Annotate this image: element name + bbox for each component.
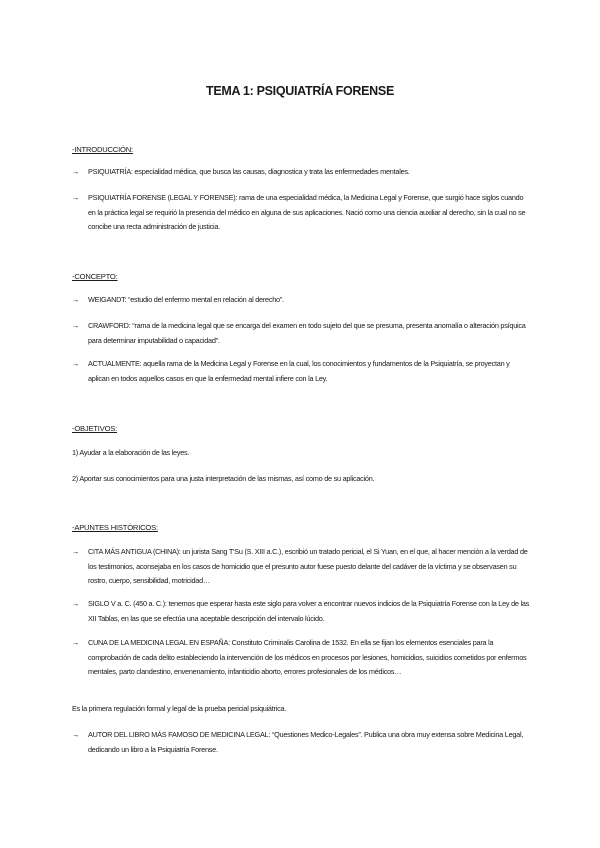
arrow-icon: → [72,167,80,176]
section-heading-objetivos: -OBJETIVOS: [72,424,118,433]
arrow-icon: → [72,599,80,608]
list-item [72,191,532,235]
section-heading-apuntes: -APUNTES HISTÓRICOS: [72,523,158,532]
list-item [72,165,532,180]
section-heading-introduccion: -INTRODUCCIÓN: [72,145,133,154]
objective-item: 2) Aportar sus conocimientos para una justa interpretación de las mismas, así como de su aplicación. [72,474,375,483]
section-heading-concepto: -CONCEPTO: [72,272,118,281]
list-item-text: CRAWFORD: “rama de la medicina legal que se encarga del examen en todo sujeto del que se presuma, presenta anomalía o alteración psíquica para determinar imputabilidad o capacidad”. [88,321,526,345]
page-title: TEMA 1: PSIQUIATRÍA FORENSE [206,84,394,98]
objective-item: 1) Ayudar a la elaboración de las leyes. [72,448,190,457]
list-item-text: CUNA DE LA MEDICINA LEGAL EN ESPAÑA: Constituto Criminalis Carolina de 1532. En ella se fijan los elementos esenciales para la comprobación de cada delito estableciendo la intervención de los médicos en procesos por lesiones, homicidios, suicidios cometidos por enfermos mentales, parto clandestino, envenenamiento, infanticidio aborto, errores profesionales de los médicos… [88,638,527,676]
arrow-icon: → [72,547,80,556]
arrow-icon: → [72,321,80,330]
list-item-text: SIGLO V a. C. (450 a. C.): tenemos que esperar hasta este siglo para volver a encontrar nuevos indicios de la Psiquiatría Forense con la Ley de las XII Tablas, en las que se efectúa una aceptable descripción del intervalo lúcido. [88,599,530,623]
list-item-text: WEIGANDT: “estudio del enfermo mental en relación al derecho”. [88,295,284,304]
list-item [72,357,532,386]
list-item [72,293,532,308]
history-paragraph: Es la primera regulación formal y legal de la prueba pericial psiquiátrica. [72,704,287,713]
list-item-text: AUTOR DEL LIBRO MÁS FAMOSO DE MEDICINA LEGAL: “Questiones Medico-Legales”. Publica una obra muy extensa sobre Medicina Legal, dedicando un libro a la Psiquiatría Forense. [88,730,524,754]
list-item [72,597,532,626]
list-item [72,728,532,757]
list-item [72,545,532,589]
arrow-icon: → [72,730,80,739]
arrow-icon: → [72,295,80,304]
arrow-icon: → [72,638,80,647]
list-item-text: CITA MÁS ANTIGUA (CHINA): un jurista Sang T'Su (S. XIII a.C.), escribió un tratado pericial, el Si Yuan, en el que, al hacer mención a la verdad de los testimonios, aconsejaba en los casos de homicidio que el presunto autor fuese puesto delante del cadáver de la víctima y se observasen su rostro, cuerpo, sensibilidad, motricidad… [88,547,528,585]
list-item-text: PSIQUIATRÍA: especialidad médica, que busca las causas, diagnostica y trata las enfermedades mentales. [88,167,410,176]
arrow-icon: → [72,359,80,368]
list-item-text: PSIQUIATRÍA FORENSE (LEGAL Y FORENSE): rama de una especialidad médica, la Medicina Legal y Forense, que surgió hace siglos cuando en la práctica legal se requirió la presencia del médico en alguna de sus aplicaciones. Nació como una ciencia auxiliar al derecho, sin la cual no se concibe una recta administración de justicia. [88,193,526,231]
arrow-icon: → [72,193,80,202]
list-item [72,319,532,348]
list-item [72,636,532,680]
list-item-text: ACTUALMENTE: aquella rama de la Medicina Legal y Forense en la cual, los conocimientos y fundamentos de la Psiquiatría, se proyectan y aplican en todos aquellos casos en que la enfermedad mental infiere con la Ley. [88,359,510,383]
